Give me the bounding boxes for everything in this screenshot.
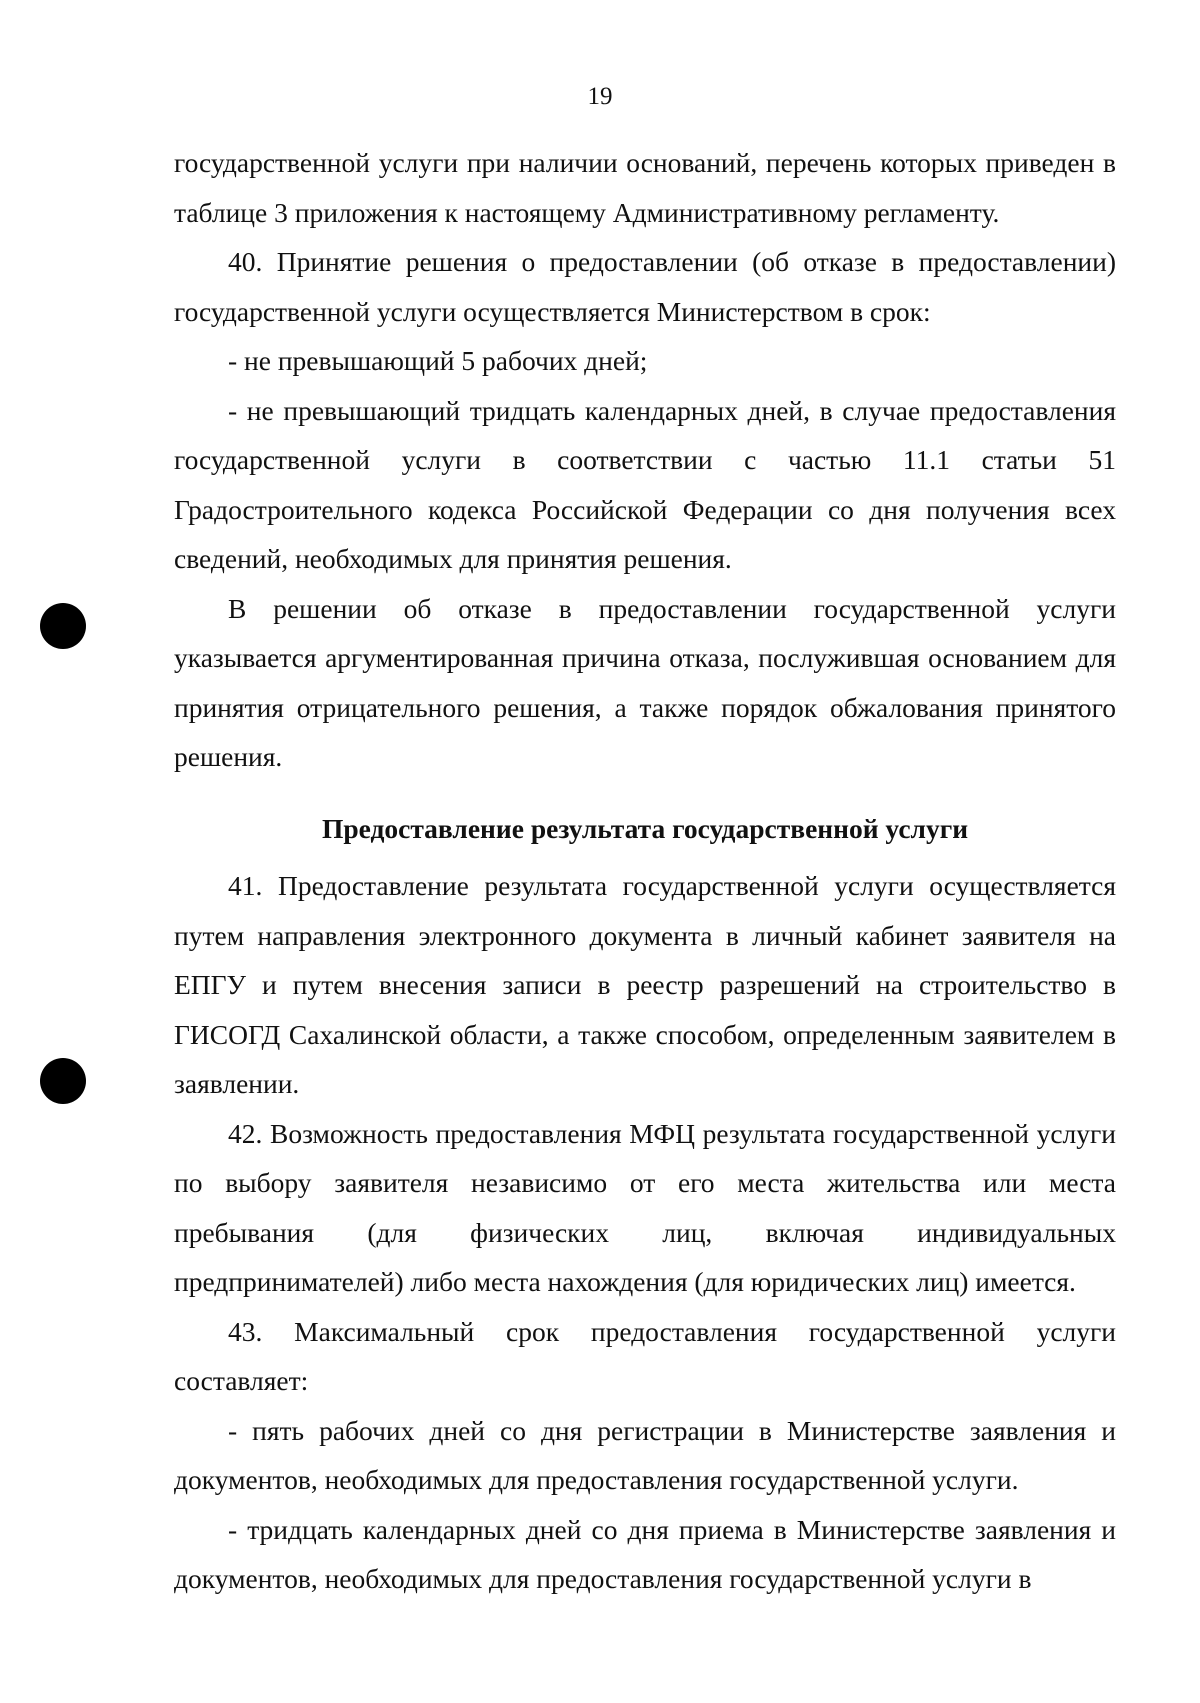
paragraph-item-43: 43. Максимальный срок предоставления государственной услуги составляет:	[174, 1315, 1116, 1396]
paragraph-refusal: В решении об отказе в предоставлении государственной услуги указывается аргументированная причина отказа, послужившая основанием для принятия отрицательного решения, а также порядок обжалования принятого решения.	[174, 592, 1116, 772]
paragraph-bullet-thirty-days: - тридцать календарных дней со дня приема в Министерстве заявления и документов, необходимых для предоставления государственной услуги в	[174, 1513, 1116, 1594]
paragraph-bullet-five-days: - пять рабочих дней со дня регистрации в Министерстве заявления и документов, необходимых для предоставления государственной услуги.	[174, 1414, 1116, 1495]
section-heading: Предоставление результата государственной услуги	[321, 812, 969, 844]
punch-hole-bottom	[40, 1058, 86, 1104]
page-number: 19	[587, 83, 613, 110]
paragraph-item-40: 40. Принятие решения о предоставлении (об отказе в предоставлении) государственной услуги осуществляется Министерством в срок:	[174, 246, 1116, 327]
paragraph-item-42: 42. Возможность предоставления МФЦ результата государственной услуги по выбору заявителя независимо от его места жительства или места пребывания (для физических лиц, включая индивидуальных предпринимателей) либо места нахождения (для юридических лиц) имеется.	[174, 1117, 1116, 1297]
punch-hole-top	[40, 603, 86, 649]
paragraph-bullet-30-days: - не превышающий тридцать календарных дней, в случае предоставления государственной услуги в соответствии с частью 11.1 статьи 51 Градостроительного кодекса Российской Федерации со дня получения всех сведений, необходимых для принятия решения.	[174, 394, 1116, 574]
paragraph-bullet-5-days: - не превышающий 5 рабочих дней;	[228, 345, 648, 376]
paragraph-item-41: 41. Предоставление результата государственной услуги осуществляется путем направления электронного документа в личный кабинет заявителя на ЕПГУ и путем внесения записи в реестр разрешений на строительство в ГИСОГД Сахалинской области, а также способом, определенным заявителем в заявлении.	[174, 870, 1116, 1099]
paragraph-continuation: государственной услуги при наличии оснований, перечень которых приведен в таблице 3 приложения к настоящему Административному регламенту.	[174, 147, 1116, 228]
document-body	[174, 138, 1116, 1604]
